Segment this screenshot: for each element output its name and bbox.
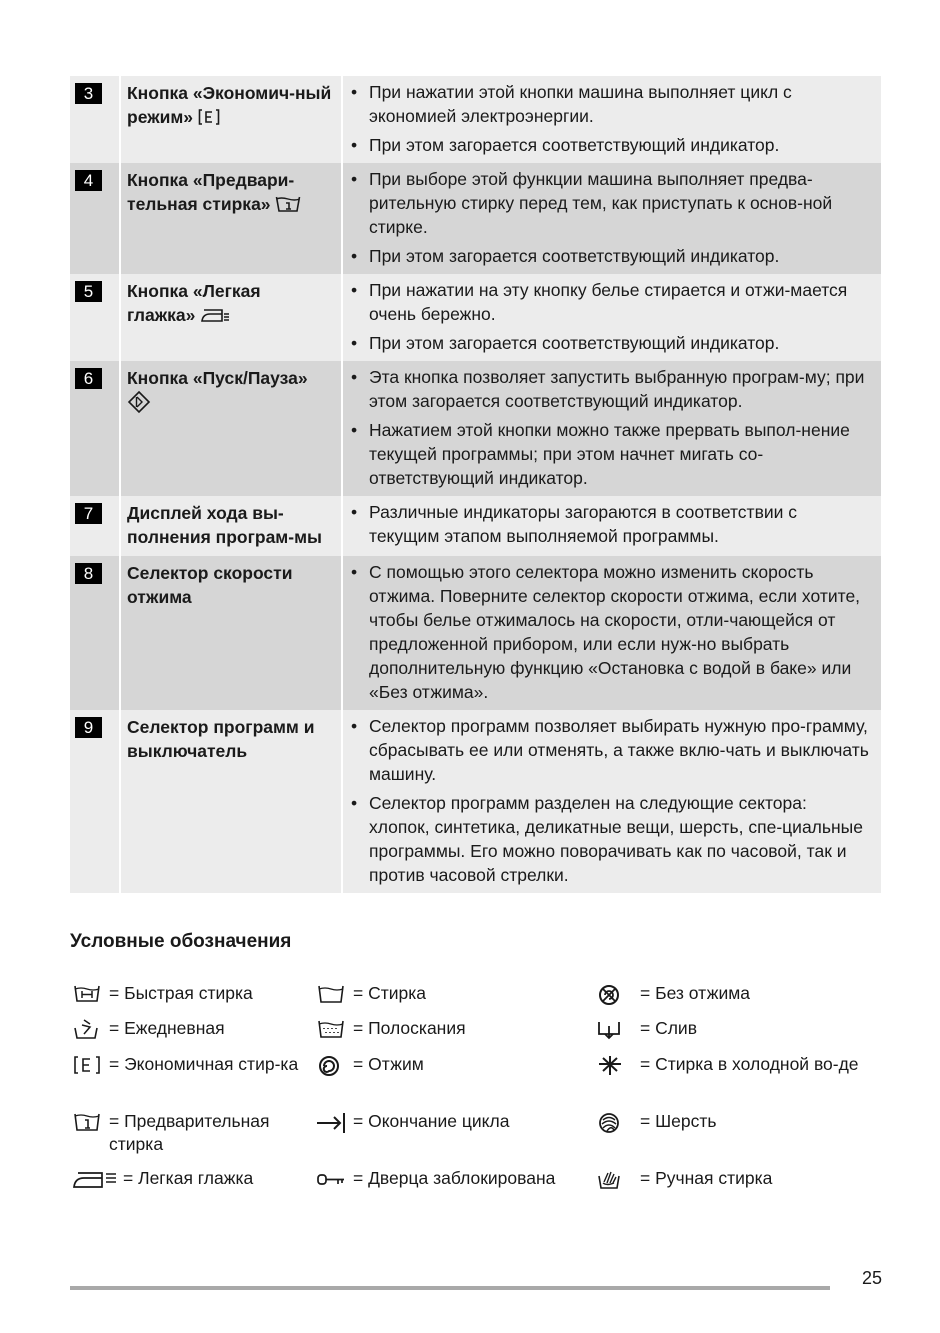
- description-bullet: • Селектор программ разделен на следующие сектора: хлопок, синтетика, деликатные вещи, шерсть, спе-циальные программы. Его можно поворачивать как по часовой, так и против часовой стрелки.: [349, 791, 871, 887]
- door-locked-icon: [316, 1168, 346, 1190]
- legend-text: = Без отжима: [640, 983, 750, 1003]
- table-row-7: [70, 496, 881, 556]
- daily-wash-icon: [72, 1018, 102, 1040]
- description-bullet: • При этом загорается соответствующий индикатор.: [349, 244, 871, 268]
- description-bullet: • При этом загорается соответствующий индикатор.: [349, 133, 871, 157]
- row-name: Кнопка «Предвари-тельная стирка»: [127, 170, 295, 214]
- legend-item: [597, 1017, 877, 1040]
- legend-text: = Быстрая стирка: [109, 983, 253, 1003]
- quick-wash-icon: [72, 983, 102, 1005]
- row-name: Кнопка «Экономич-ный режим»: [127, 83, 332, 127]
- legend-text: = Полоскания: [353, 1018, 466, 1038]
- table-row-3: [70, 76, 881, 163]
- start-pause-icon: [127, 390, 151, 414]
- row-number: 6: [75, 368, 102, 389]
- description-bullet: • Нажатием этой кнопки можно также прервать выпол-нение текущей программы; при этом начнет мигать со-ответствующий индикатор.: [349, 418, 871, 490]
- end-of-cycle-icon: [316, 1111, 346, 1133]
- row-number: 5: [75, 281, 102, 302]
- legend-item: [72, 1167, 312, 1190]
- easy-iron-icon: [200, 306, 230, 324]
- prewash-tub-icon: [275, 195, 301, 213]
- prewash-tub-icon: [72, 1111, 102, 1133]
- page-number: 25: [862, 1268, 883, 1288]
- legend-text: = Отжим: [353, 1054, 424, 1074]
- description-bullet: • С помощью этого селектора можно изменить скорость отжима. Поверните селектор скорости отжима, если хотите, чтобы белье отжималось на скорости, отли-чающейся от предложенной прибором, или если нуж-но выбрать дополнительную функцию «Остановка с водой в баке» или «Без отжима».: [349, 560, 871, 704]
- legend-item: [72, 1110, 312, 1156]
- legend-item: [72, 1017, 312, 1040]
- legend-item: [597, 982, 877, 1005]
- legend-text: = Дверца заблокирована: [353, 1168, 556, 1188]
- description-bullet: • При нажатии этой кнопки машина выполняет цикл с экономией электроэнергии.: [349, 80, 871, 128]
- row-number: 9: [75, 717, 102, 738]
- row-name: Кнопка «Легкая глажка»: [127, 281, 261, 325]
- legend-item: [316, 1053, 586, 1076]
- economy-e-icon: [72, 1054, 102, 1076]
- description-bullet: • При выборе этой функции машина выполняет предва-рительную стирку перед тем, как приступать к основ-ной стирке.: [349, 167, 871, 239]
- legend-text: = Экономичная стир-ка: [109, 1054, 299, 1074]
- row-name: Дисплей хода вы-полнения програм-мы: [127, 503, 322, 547]
- rinse-icon: [316, 1018, 346, 1040]
- footer-divider: [70, 1286, 830, 1290]
- no-spin-icon: [597, 983, 627, 1005]
- description-bullet: • Селектор программ позволяет выбирать нужную про-грамму, сбрасывать ее или отменять, а также вклю-чать и выключать машину.: [349, 714, 871, 786]
- controls-table: [70, 76, 881, 893]
- legend-item: [72, 1053, 312, 1076]
- table-row-5: [70, 274, 881, 361]
- legend-text: = Стирка в холодной во-де: [640, 1054, 859, 1074]
- legend-text: = Шерсть: [640, 1111, 717, 1131]
- row-number: 8: [75, 563, 102, 584]
- row-number: 7: [75, 503, 102, 524]
- legend-item: [597, 1053, 877, 1076]
- drain-icon: [597, 1018, 627, 1040]
- legend-item: [316, 1110, 586, 1133]
- legend-item: [316, 1017, 586, 1040]
- wool-icon: [597, 1111, 627, 1133]
- legend-text: = Слив: [640, 1018, 698, 1038]
- legend-text: = Предварительная стирка: [109, 1111, 270, 1154]
- table-row-8: [70, 556, 881, 710]
- table-row-6: [70, 361, 881, 496]
- description-bullet: • При этом загорается соответствующий индикатор.: [349, 331, 871, 355]
- legend-item: [597, 1167, 877, 1190]
- economy-e-icon: [198, 108, 220, 126]
- spin-icon: [316, 1054, 346, 1076]
- description-bullet: • При нажатии на эту кнопку белье стирается и отжи-мается очень бережно.: [349, 278, 871, 326]
- legend-item: [597, 1110, 877, 1133]
- table-row-9: [70, 710, 881, 893]
- wash-tub-icon: [316, 983, 346, 1005]
- legend-item: [316, 1167, 586, 1190]
- row-number: 3: [75, 83, 102, 104]
- easy-iron-icon: [72, 1168, 118, 1190]
- row-name: Селектор программ и выключатель: [127, 717, 315, 761]
- legend-item: [316, 982, 586, 1005]
- table-row-4: [70, 163, 881, 274]
- legend-text: = Ежедневная: [109, 1018, 225, 1038]
- row-number: 4: [75, 170, 102, 191]
- legend-title: Условные обозначения: [70, 931, 292, 952]
- legend-text: = Ручная стирка: [640, 1168, 773, 1188]
- description-bullet: • Различные индикаторы загораются в соответствии с текущим этапом выполняемой программы.: [349, 500, 871, 548]
- cold-wash-icon: [597, 1054, 627, 1076]
- legend-text: = Окончание цикла: [353, 1111, 510, 1131]
- legend-text: = Стирка: [353, 983, 427, 1003]
- hand-wash-icon: [597, 1168, 627, 1190]
- legend-item: [72, 982, 312, 1005]
- row-name: Селектор скорости отжима: [127, 563, 293, 607]
- description-bullet: • Эта кнопка позволяет запустить выбранную програм-му; при этом загорается соответствующий индикатор.: [349, 365, 871, 413]
- legend-text: = Легкая глажка: [123, 1168, 254, 1188]
- row-name: Кнопка «Пуск/Пауза»: [127, 368, 308, 388]
